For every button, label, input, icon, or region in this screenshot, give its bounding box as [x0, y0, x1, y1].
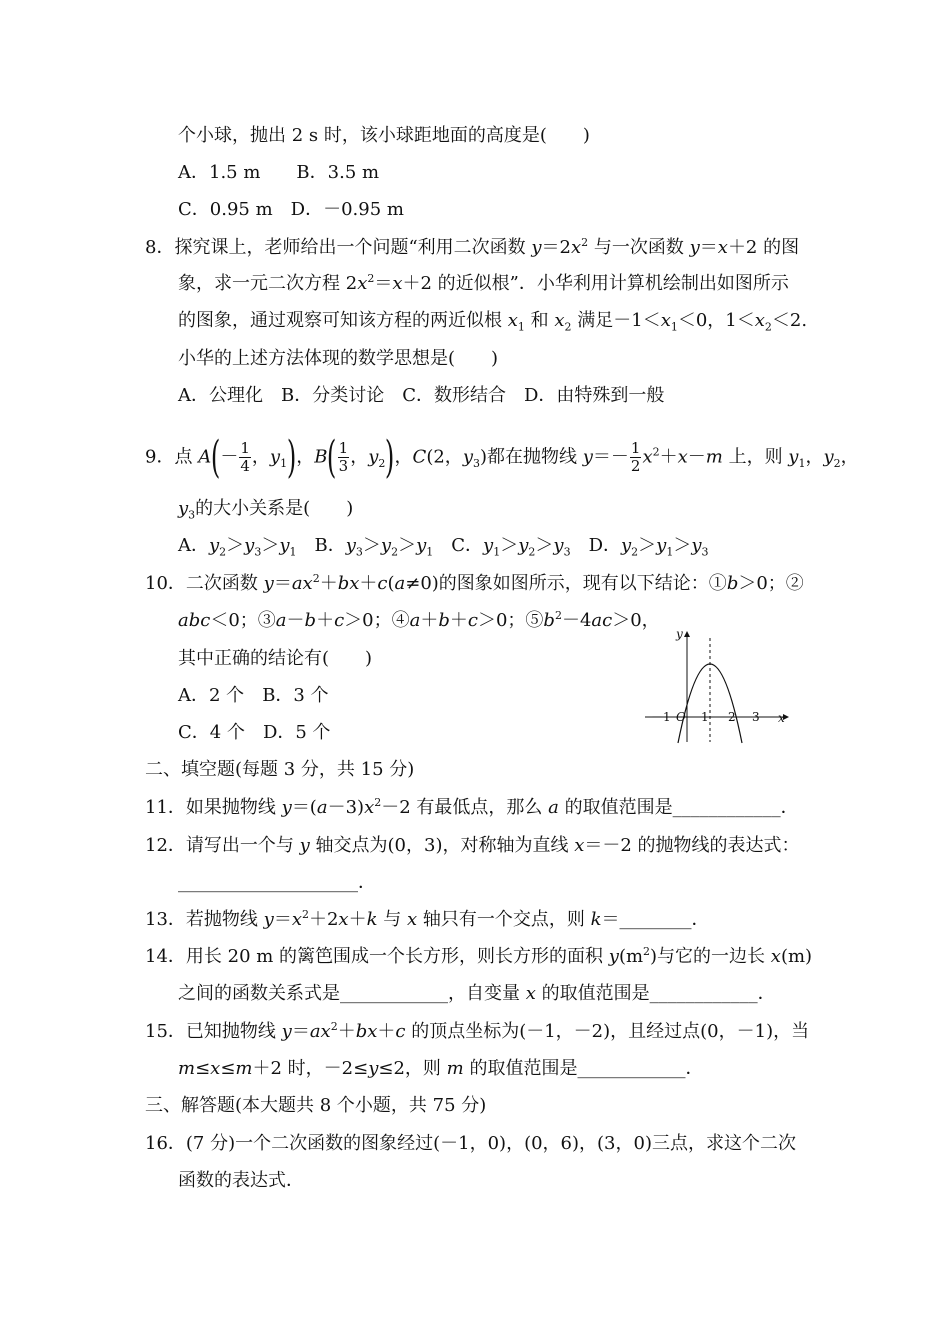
q10-line1: 10．二次函数 $y=ax^2+bx+c(a\ne 0)$的图象如图所示，现有以下结论：①b＞0；② — [145, 572, 804, 594]
q16-line1 — [145, 1132, 796, 1156]
q16-text: (7 分)一个二次函数的图象经过(－1，0)，(0，6)，(3，0)三点，求这个二次 — [185, 1133, 796, 1154]
fraction-numerator: 1 — [240, 439, 250, 457]
q13-text: ＝________． — [601, 909, 710, 930]
q9-option-b: B． — [314, 535, 346, 556]
q8-text: ＋2 的近似根”．小华利用计算机绘制出如图所示 — [402, 273, 789, 294]
q13-text: 轴只有一个交点，则 — [417, 909, 591, 930]
q9-text: ， — [394, 446, 413, 468]
q10-option-a: A．2 个 — [178, 685, 245, 706]
q14-number: 14． — [145, 946, 186, 967]
q10-option-b: B．3 个 — [262, 685, 329, 706]
q15-number: 15． — [145, 1021, 186, 1042]
q11-line: 11．如果抛物线 $y=(a-3)x^2-2$ 有最低点，那么 a 的取值范围是____________． — [145, 796, 799, 818]
q14-line1: 14．用长 20 m 的篱笆围成一个长方形，则长方形的面积 $y(m^2)$与它的一边长 x(m) — [145, 945, 813, 967]
q11-text: －3) — [327, 797, 365, 818]
q10-text: 二次函数 — [185, 573, 264, 594]
q8-text: ＝ — [374, 273, 393, 294]
q10-line2: abc＜0；③a－b＋c＞0；④a＋b＋c＞0；$⑤b^2-4ac>0$， — [178, 609, 660, 631]
fraction — [239, 440, 251, 475]
q13-line: 13．若抛物线 $y=x^2+2x+k$ 与 x 轴只有一个交点，则 k＝________． — [145, 908, 710, 930]
q15-text: ＋ — [337, 1021, 356, 1042]
q9-line1: 9．点 A(－ $\frac{1}{4}$ ，$y_1$)，B( $\frac{1}{3}$ ，$y_2$)，C(2，$y_3$)都在抛物线 y＝－ $\frac{1}{2}$ $x^2+x-m$ 上，则 $y_1$，$y_2$， — [145, 431, 859, 483]
q8-text: ＜2. — [771, 310, 808, 331]
fraction-denominator: 3 — [338, 457, 349, 475]
fraction-denominator: 2 — [630, 457, 641, 475]
fraction-denominator: 4 — [240, 457, 250, 475]
parabola-graph — [640, 620, 800, 750]
q10-text: ＋ — [319, 573, 338, 594]
q9-text: ， — [296, 446, 315, 468]
q14-text: (m — [618, 946, 644, 967]
q16-line2: 函数的表达式． — [178, 1170, 304, 1191]
q15-line2: m≤x≤m＋2 时，－2≤y≤2，则 m 的取值范围是____________． — [178, 1058, 704, 1079]
q14-text: 之间的函数关系式是____________，自变量 — [178, 983, 526, 1004]
x-axis-label: x — [778, 711, 785, 725]
q7-option-c: C．0.95 m — [178, 199, 273, 220]
q14-text: 用长 20 m 的篱笆围成一个长方形，则长方形的面积 — [185, 946, 609, 967]
q10-text: ＋ — [316, 610, 335, 631]
q15-text: ≤ — [220, 1058, 236, 1079]
q15-text: 的顶点坐标为(－1，－2)，且经过点(0，－1)，当 — [405, 1021, 810, 1042]
q10-option-c: C．4 个 — [178, 722, 245, 743]
q8-text: 和 — [524, 310, 555, 331]
q10-text: ( — [387, 573, 395, 594]
tick-label-2: 2 — [728, 710, 736, 724]
tick-label-3: 3 — [752, 710, 760, 724]
q13-text: 与 — [377, 909, 407, 930]
q15-text: ＋2 时，－2≤ — [252, 1058, 369, 1079]
q7-option-a: A．1.5 m — [178, 162, 261, 183]
fraction-numerator: 1 — [338, 439, 349, 457]
q15-text: 已知抛物线 — [185, 1021, 282, 1042]
q8-line3: 的图象，通过观察可知该方程的两近似根 $x_1$ 和 $x_2$ 满足$-1<x_1<0$，$1<x_2<2$. — [178, 310, 808, 334]
q10-text: ＜0；③ — [210, 610, 276, 631]
q10-text: ＞0；② — [738, 573, 804, 594]
q9-option-d: D． — [588, 535, 621, 556]
q11-text: 的取值范围是____________． — [558, 797, 799, 818]
q12-line2: ____________________． — [178, 872, 376, 893]
q8-line4: 小华的上述方法体现的数学思想是( ) — [178, 348, 499, 369]
q15-text: ＝ — [291, 1021, 310, 1042]
q8-text: ＋2 的图 — [727, 237, 800, 258]
q9-text: － — [687, 446, 706, 468]
q8-text: 满足－1＜ — [571, 310, 661, 331]
q8-line1: 8．探究课上，老师给出一个问题“利用二次函数 $y=2x^2$ 与一次函数 y＝x＋2 的图 — [145, 236, 800, 258]
q8-line2: 象，求一元二次方程 $2x^2=x+2$ 的近似根”．小华利用计算机绘制出如图所示 — [178, 272, 789, 294]
fraction — [630, 440, 642, 475]
q10-text: ＋ — [359, 573, 378, 594]
q14-text: (m) — [780, 946, 813, 967]
fraction-numerator: 1 — [630, 439, 641, 457]
q15-line1: 15．已知抛物线 $y=ax^2+bx+c$ 的顶点坐标为(－1，－2)，且经过点(0，－1)，当 — [145, 1020, 810, 1042]
q8-text: 探究课上，老师给出一个问题“利用二次函数 — [174, 237, 532, 258]
q7-stem-tail: 个小球，抛出 2 s 时，该小球距地面的高度是( ) — [178, 125, 590, 146]
q10-text: ＋ — [449, 610, 468, 631]
q7-options-row1 — [178, 161, 379, 185]
q13-text: ＋ — [348, 909, 367, 930]
tick-label-1: 1 — [701, 710, 709, 724]
q9-text: )都在抛物线 — [479, 446, 583, 468]
q9-option-a: A． — [178, 535, 209, 556]
q10-text: ≠0)的图象如图所示，现有以下结论：① — [405, 573, 727, 594]
q10-option-d: D．5 个 — [262, 722, 331, 743]
q13-text: ＝ — [273, 909, 292, 930]
q8-text: 与一次函数 — [588, 237, 690, 258]
q8-number: 8． — [145, 237, 175, 258]
q9-text: ＝－ — [592, 446, 629, 468]
q10-line3: 其中正确的结论有( ) — [178, 648, 373, 669]
q11-number: 11． — [145, 797, 186, 818]
q10-text: ＞0；⑤ — [477, 610, 544, 631]
q8-text: ＜0，1＜ — [677, 310, 755, 331]
q14-line2: 之间的函数关系式是____________，自变量 x 的取值范围是____________． — [178, 983, 776, 1004]
q10-text: ＋ — [420, 610, 439, 631]
q16-number: 16． — [145, 1133, 186, 1154]
q9-text: ， — [805, 446, 824, 468]
q7-options-row2 — [178, 198, 404, 222]
q9-text: ， — [840, 446, 859, 468]
q10-options-row1 — [178, 684, 329, 708]
q11-text: ＝( — [291, 797, 317, 818]
q9-text: (2， — [426, 446, 463, 468]
section-3-heading: 三、解答题(本大题共 8 个小题，共 75 分) — [145, 1095, 487, 1116]
q11-text: －2 有最低点，那么 — [381, 797, 549, 818]
q7-option-b: B．3.5 m — [296, 162, 380, 183]
q10-text: ＞0；④ — [344, 610, 410, 631]
q14-text: )与它的一边长 — [650, 946, 771, 967]
q8-text: ＝ — [699, 237, 718, 258]
q11-text: 如果抛物线 — [185, 797, 282, 818]
q15-text: ＋ — [377, 1021, 396, 1042]
q8-options: A．公理化 B．分类讨论 C．数形结合 D．由特殊到一般 — [178, 385, 665, 406]
q10-text: ＝ — [273, 573, 292, 594]
y-axis-label: y — [676, 627, 683, 641]
q10-number: 10． — [145, 573, 186, 594]
q10-text: － — [286, 610, 305, 631]
q10-text: －4 — [561, 610, 592, 631]
q10-text: ＞0， — [612, 610, 660, 631]
q9-options: A．$y_2>y_3>y_1$ B．$y_3>y_2>y_1$ C．$y_1>y_2>y_3$ D．$y_2>y_1>y_3$ — [178, 535, 709, 559]
q13-text: ＋2 — [308, 909, 339, 930]
q12-number: 12． — [145, 835, 186, 856]
q10-options-row2 — [178, 721, 331, 745]
q15-text: 的取值范围是____________． — [463, 1058, 704, 1079]
q9-line2: $y_3$的大小关系是( ) — [178, 498, 354, 522]
q9-text: ＋ — [659, 446, 678, 468]
q15-text: ≤ — [195, 1058, 211, 1079]
q12-text: 轴交点为(0，3)，对称轴为直线 — [309, 835, 575, 856]
fraction — [338, 440, 350, 475]
q8-text: 象，求一元二次方程 2 — [178, 273, 358, 294]
q12-line1: 12．请写出一个与 y 轴交点为(0，3)，对称轴为直线 x＝－2 的抛物线的表达式： — [145, 835, 800, 856]
q9-option-c: C． — [451, 535, 484, 556]
q13-text: 若抛物线 — [185, 909, 264, 930]
q9-text: 的大小关系是( ) — [195, 498, 354, 519]
section-2-heading: 二、填空题(每题 3 分，共 15 分) — [145, 759, 415, 780]
q15-text: ≤2，则 — [378, 1058, 447, 1079]
tick-label-minus-1: －1 — [651, 710, 671, 724]
q7-option-d: D．－0.95 m — [290, 199, 404, 220]
q13-number: 13． — [145, 909, 186, 930]
q9-text: 上，则 — [722, 446, 789, 468]
q12-text: 请写出一个与 — [185, 835, 300, 856]
q8-text: 的图象，通过观察可知该方程的两近似根 — [178, 310, 508, 331]
q9-number: 9． — [145, 446, 175, 468]
q14-text: 的取值范围是____________． — [535, 983, 776, 1004]
q8-text: ＝2 — [541, 237, 571, 258]
q9-text: 点 — [174, 446, 199, 468]
origin-label: O — [676, 710, 686, 724]
q12-text: ＝－2 的抛物线的表达式： — [584, 835, 800, 856]
